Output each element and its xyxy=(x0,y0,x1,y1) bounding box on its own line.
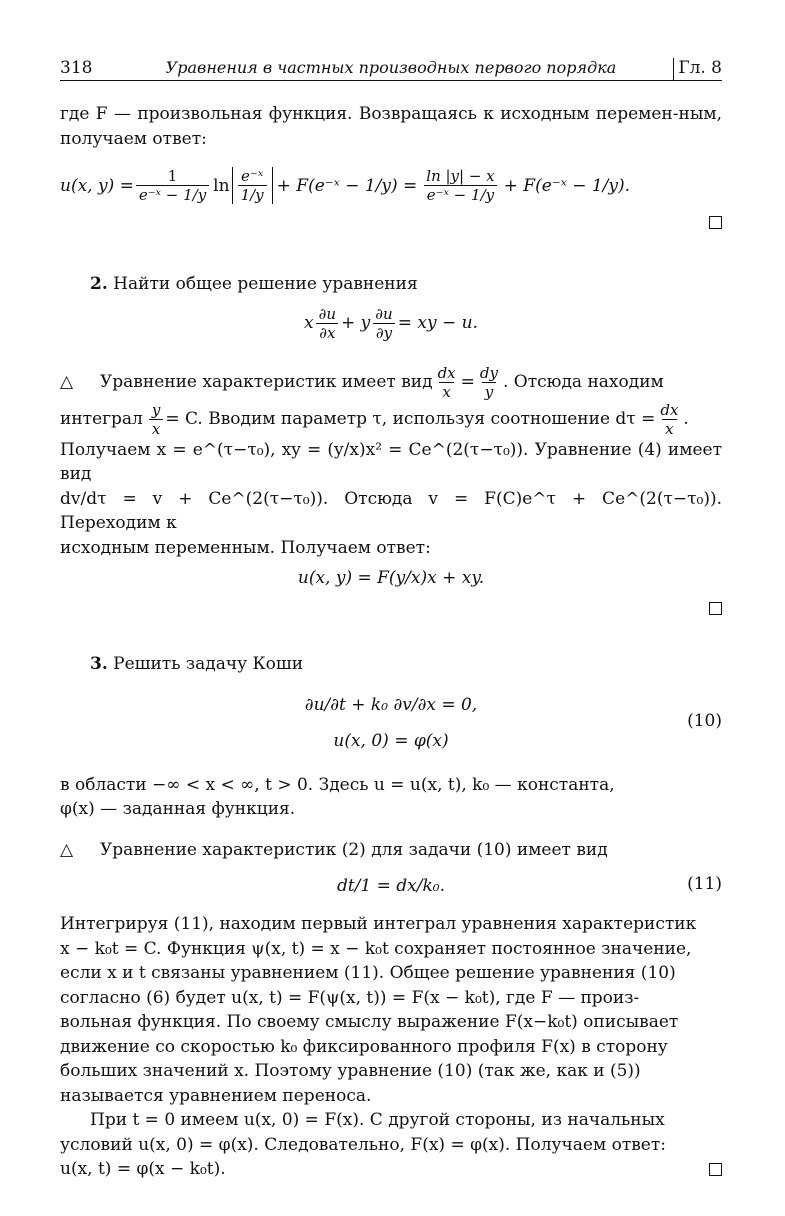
problem-3-body: Интегрируя (11), находим первый интеграл уравнения характеристик x − k₀t = C. Функция ψ(x, t) = x − k₀t сохраняет постоянное значение, если x и t связаны уравнением (11). Общее решение уравнения (10) согласно (6) будет u(x, t) = F(ψ(x, t)) = F(x − k₀t), где F — произ- вольная функция. По своему смыслу выражение F(x−k₀t) описывает движение со скоростью k₀ фиксированного профиля F(x) в сторону больших значений x. Поэтому уравнение (10) (так же, как и (5)) называется уравнением переноса. xyxy=(60,914,697,1106)
qed-mark-1 xyxy=(60,214,722,238)
problem-2-statement: 2. Найти общее решение уравнения xyxy=(90,274,418,294)
equation-answer-1: u(x, y) = $\frac{1}{\text{e⁻ˣ − 1/y}}$ ln $\frac{\text{e⁻ˣ}}{1/y}$ + F(e⁻ˣ − 1/y) = $\frac{\ln |y| - x}{\text{e⁻ˣ − 1/y}}$ + F(e⁻ˣ − 1/y). xyxy=(60,167,631,204)
running-header xyxy=(60,56,722,82)
problem-3-system: ∂u/∂t + k₀ ∂v/∂x = 0, u(x, 0) = φ(x) (10) xyxy=(304,694,722,751)
equation-number-11: (11) xyxy=(687,874,722,894)
page-number: 318 xyxy=(60,58,93,78)
problem-2-equation: x $\frac{\partial u}{\partial x}$ + y $\frac{\partial u}{\partial y}$ = xy − u. xyxy=(304,304,478,342)
chapter-label: Гл. 8 xyxy=(678,58,722,78)
header-divider xyxy=(673,58,674,80)
triangle-icon: △ xyxy=(60,839,74,860)
running-title: Уравнения в частных производных первого порядка xyxy=(165,58,617,77)
intro-paragraph: где F — произвольная функция. Возвращаясь к исходным перемен-ным, получаем ответ: xyxy=(60,104,722,149)
problem-3-statement: 3. Решить задачу Коши xyxy=(90,654,304,674)
equation-number-10: (10) xyxy=(687,710,722,731)
problem-3-final: При t = 0 имеем u(x, 0) = F(x). С другой стороны, из начальных условий u(x, 0) = φ(x). Следовательно, F(x) = φ(x). Получаем ответ: u(x, t) = φ(x − k₀t). xyxy=(60,1108,722,1182)
problem-3-solution-intro: △ Уравнение характеристик (2) для задачи (10) имеет вид xyxy=(60,838,722,863)
problem-2-answer: u(x, y) = F(y/x)x + xy. xyxy=(297,568,485,588)
qed-square-icon xyxy=(709,216,722,229)
equation-11: dt/1 = dx/k₀. (11) xyxy=(336,874,722,896)
qed-mark-2 xyxy=(60,600,722,624)
problem-2-solution: △ Уравнение характеристик имеет вид $\frac{dx}{x}$ = $\frac{dy}{y}$ . Отсюда находим интеграл $\frac{y}{x}$ = C. Вводим параметр τ, используя соотношение dτ = $\frac{dx}{x}$ . Получаем x = e^(τ−τ₀), xy = (y/x)x² = Ce^(2(τ−τ₀)). Уравнение (4) имеет вид dv/dτ = v + Ce^(2(τ−τ₀)). Отсюда v = F(C)e^τ + Ce^(2(τ−τ₀)). Переходим к исходным переменным. Получаем ответ: xyxy=(60,363,722,558)
qed-square-icon xyxy=(709,602,722,615)
page xyxy=(60,56,722,1182)
header-rule xyxy=(60,80,722,81)
problem-3-domain: в области −∞ < x < ∞, t > 0. Здесь u = u(x, t), k₀ — константа, φ(x) — заданная функция. xyxy=(60,774,615,819)
qed-square-icon xyxy=(709,1163,722,1176)
triangle-icon: △ xyxy=(60,371,74,392)
